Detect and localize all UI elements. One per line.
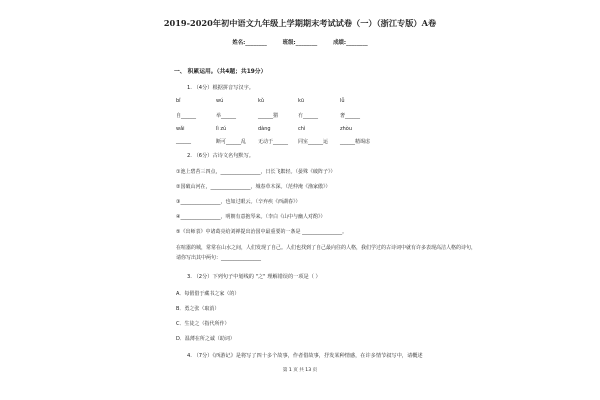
hanzi-blank-9[interactable]: 同室______运 [298, 139, 329, 145]
pinyin-4: kū [298, 98, 305, 104]
q3-option-c[interactable]: C．生徒之（指代所作） [176, 321, 230, 327]
hanzi-blank-10[interactable]: ______精竭虑 [340, 139, 371, 145]
hanzi-blank-7[interactable]: 断可______乱 [216, 139, 247, 145]
page-title: 2019-2020年初中语文九年级上学期期末考试试卷（一）（浙江专版）A卷 [163, 18, 437, 28]
hanzi-blank-4[interactable]: 冇______ [298, 113, 319, 119]
section-heading: 一、 积累运用。（共4题；共19分） [174, 69, 267, 75]
page-footer: 第 1 页 共 13 页 [282, 368, 318, 373]
q3-option-b[interactable]: B．勇之张（取消） [176, 306, 220, 312]
q3-option-a[interactable]: A．每假借于藏书之家（的） [176, 291, 240, 297]
hanzi-blank-3[interactable]: ______猬 [258, 113, 279, 119]
q2-paragraph-2[interactable]: 请你写出其中两句：________________ [176, 255, 262, 261]
q3-stem: 3. （2分）下列句子中划线的 "之" 理解错误的一项是（ ） [187, 274, 321, 280]
q2-line-2[interactable]: ②国破山河在，________________，城春草木深。（范仲淹《渔家傲》） [176, 184, 331, 190]
pinyin-9: chì [298, 126, 306, 132]
q2-stem: 2. （6分）古诗文名句默写。 [187, 153, 254, 159]
q1-stem: 1. （4分）根据拼音写汉字。 [187, 85, 254, 91]
q2-line-4[interactable]: ④________________，明朝有意抱琴来。（李白《山中与幽人对酌》） [176, 214, 326, 220]
hanzi-blank-2[interactable]: 举______ [216, 113, 237, 119]
q4-stem: 4. （7分）《西游记》是将写了四十多个故事，作者借故事，抒发某种情感，在许多情节叙写中，请概述 [187, 353, 423, 359]
pinyin-2: wú [216, 98, 224, 104]
hanzi-blank-1[interactable]: 自______ [176, 113, 197, 119]
q2-line-1[interactable]: ①池上碧苔三四点，________________，日长飞絮轻。（晏殊《破阵子》） [176, 169, 336, 175]
q3-option-d[interactable]: D．温薄在所之诚（助词） [176, 336, 235, 342]
pinyin-3: kǔ [258, 98, 265, 104]
class-field[interactable]: 班级:________ [282, 40, 318, 46]
pinyin-1: bǐ [176, 98, 181, 104]
name-field[interactable]: 姓名:________ [232, 40, 267, 46]
pinyin-6: wǎi [176, 126, 185, 132]
pinyin-7: lì zú [216, 126, 227, 132]
hanzi-blank-8[interactable]: 无动于______ [258, 139, 289, 145]
q2-line-5[interactable]: ⑤《出师表》中诸葛亮给刘禅提出治国中最重要的一条是 ________________。 [176, 229, 348, 235]
hanzi-blank-6[interactable]: ______ [176, 138, 191, 144]
student-info [0, 38, 600, 46]
q2-paragraph-1: 在喧嚣的城，常常在山水之间，人们发现了自己。人们也找到了自己最向往的人格，我们学过的古诗词中就有许多表现高洁人格的诗句， [176, 245, 477, 251]
score-field[interactable]: 成绩:________ [333, 40, 368, 46]
pinyin-10: zhòu [340, 126, 353, 132]
pinyin-5: lǚ [340, 98, 345, 104]
hanzi-blank-5[interactable]: 奢______ [340, 113, 361, 119]
pinyin-8: dàng [258, 126, 271, 132]
q2-line-3[interactable]: ③________________，也如过眼云。（辛弃疾《西湖春》） [176, 199, 301, 205]
